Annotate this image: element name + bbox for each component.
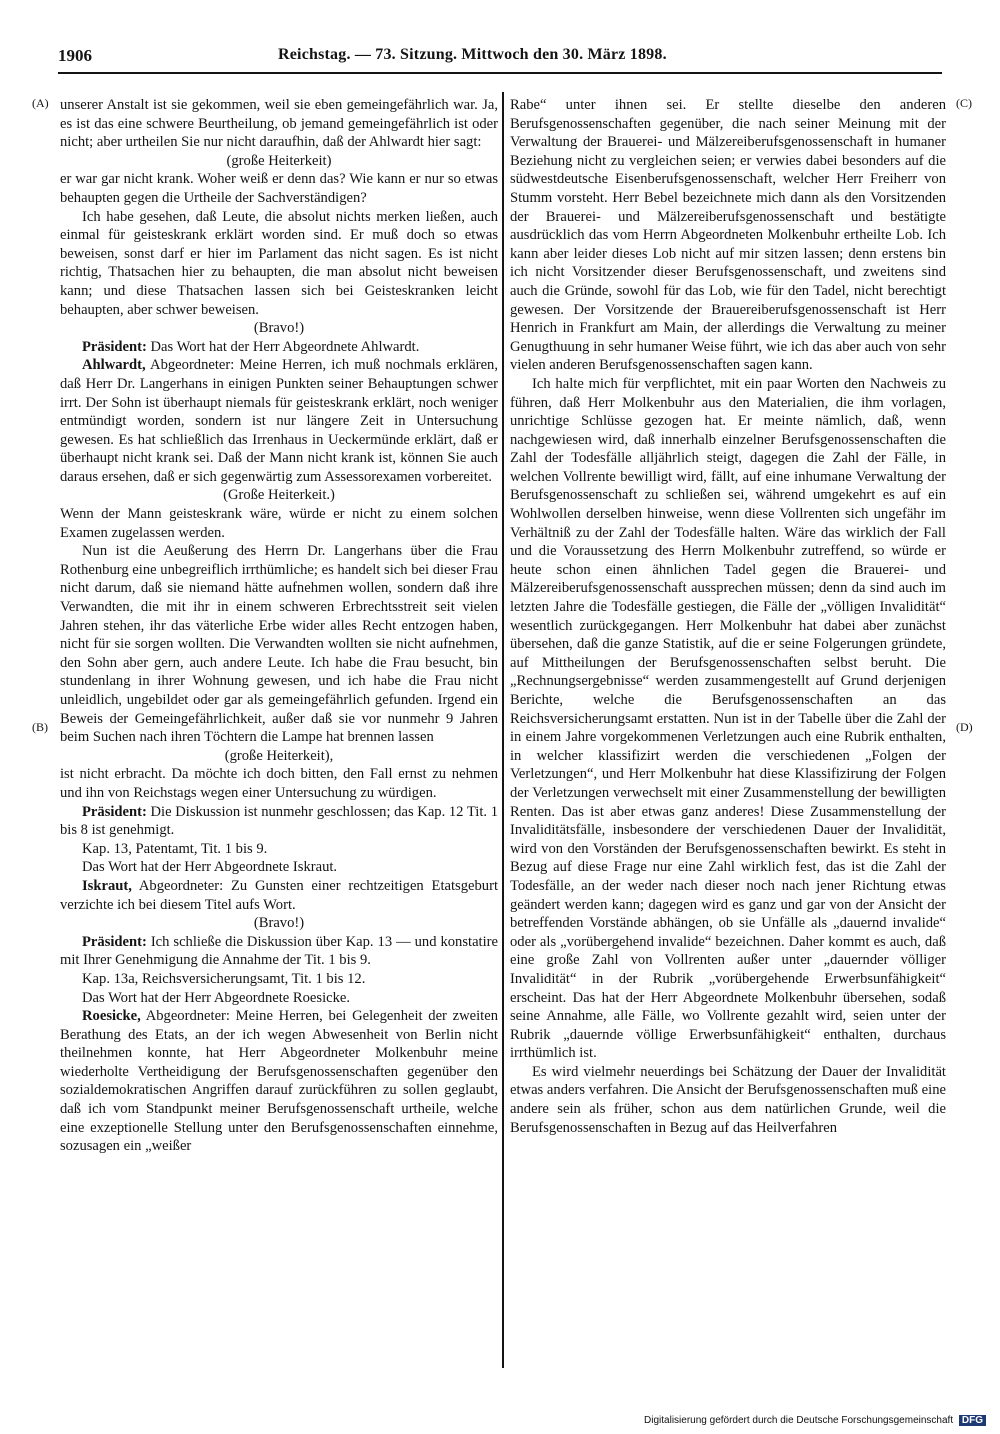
paragraph: er war gar nicht krank. Woher weiß er denn das? Wie kann er nur so etwas behaupten gegen die Urtheile der Sachverständigen?: [60, 171, 498, 206]
paragraph: Wenn der Mann geisteskrank wäre, würde er nicht zu einem solchen Examen zugelassen werden.: [60, 506, 498, 541]
paragraph: Kap. 13a, Reichsversicherungsamt, Tit. 1 bis 12.: [82, 970, 366, 987]
speaker-paragraph: [60, 933, 498, 970]
column-divider: [502, 92, 504, 1368]
speaker-name: Präsident:: [82, 803, 147, 820]
speaker-name: Roesicke,: [82, 1008, 141, 1025]
margin-letter-c: (C): [956, 96, 972, 110]
paragraph: Ich habe gesehen, daß Leute, die absolut nichts merken ließen, auch einmal für geisteskrank erklärt worden sind. Er muß doch so etwas beweisen, sonst darf er hier im Parlament das nicht sagen. Es ist nicht richtig, Thatsachen hier zu behaupten, die man absolut nicht beweisen kann; und diese Thatsachen lassen sich bei Geisteskranken leicht behaupten, aber schwer beweisen.: [60, 208, 498, 318]
stage-direction: (große Heiterkeit),: [224, 747, 334, 764]
margin-letter-a: (A): [32, 96, 49, 110]
page-header: [58, 46, 942, 74]
speech-text: Das Wort hat der Herr Abgeordnete Ahlwardt.: [150, 338, 420, 355]
dfg-logo-icon: DFG: [959, 1415, 986, 1426]
running-title: Reichstag. — 73. Sitzung. Mittwoch den 30. März 1898.: [278, 46, 667, 63]
paragraph: Das Wort hat der Herr Abgeordnete Iskraut.: [82, 859, 338, 876]
paragraph: ist nicht erbracht. Da möchte ich doch bitten, den Fall ernst zu nehmen und ihn von Reichstags wegen einer Untersuchung zu würdigen.: [60, 766, 498, 801]
stage-direction: (große Heiterkeit): [226, 152, 332, 169]
speaker-paragraph: [60, 803, 498, 840]
stage-direction: (Bravo!): [253, 915, 305, 932]
speaker-paragraph: [60, 877, 498, 914]
paragraph: Ich halte mich für verpflichtet, mit ein paar Worten den Nachweis zu führen, daß Herr Molkenbuhr aus den Materialien, die ihm vorlagen, unrichtige Schlüsse gezogen hat. Er meinte nämlich, daß, wenn nachgewiesen wird, daß innerhalb einzelner Berufsgenossenschaften die Zahl der Todesfälle alljährlich steigt, dagegen die Zahl der Fälle, in welchen Vollrente bewilligt wird, fällt, auf eine inhumane Verwaltung der Berufsgenossenschaft zu schließen sei, während umgekehrt es auf ein Wohlwollen derselben hinweise, wenn diese Vollrenten sich ungefähr im Verhältniß zu der Zahl der Todesfälle halten. Wäre das wirklich der Fall und die Voraussetzung des Herrn Molkenbuhr zutreffend, so würde er heute schon einen ähnlichen Tadel gegen die Brauerei- und Mälzereiberufsgenossenschaft aussprechen müssen; denn da sind auch im letzten Jahre die Todesfälle gestiegen, die Fälle der „völligen Invalidität“ wesentlich zurückgegangen. Herr Molkenbuhr hat dabei aber zunächst übersehen, daß die ganze Statistik, auf die er seine Folgerungen gründete, auf Mittheilungen der Berufsgenossenschaften selbst beruht. Die „Rechnungsergebnisse“ werden zusammengestellt auf Grund derjenigen Berichte, welche die Berufsgenossenschaften an das Reichsversicherungsamt erstatten. Nun ist in der Tabelle über die Zahl der in einem Jahre vorgekommenen Verletzungen auch eine Rubrik enthalten, in welcher klassifizirt werden die verschiedenen „Folgen der Verletzungen“, und Herr Molkenbuhr hat diese Klassifizirung der Folgen der Verletzungen verwechselt mit einer Zusammenstellung der bewilligten Renten. Das ist aber etwas ganz anderes! Diese Zusammenstellung der Invaliditätsfälle, insbesondere der verschiedenen Dauer der Invalidität, wird von den Vorständen der Berufsgenossenschaften bewirkt. Es steht in Bezug auf diese Frage nur eine Zahl wirklich fest, das ist die Zahl der Todesfälle, an der weder nach dieser noch nach jener Richtung etwas geändert werden kann; dagegen wird es ganz und gar von der Ansicht der betreffenden Vorstände abhängen, ob sie Unfälle als „dauernd invalide“ oder als „vorübergehend invalide“ bezeichnen. Daher kommt es auch, daß eine große Zahl von Vollrenten außer unter „dauernder völliger Invalidität“ in der Rubrik „vorübergehende Erwerbsunfähigkeit“ erscheint. Das hat der Herr Abgeordnete Molkenbuhr übersehen, sodaß seine Annahme, alle Fälle, wo Vollrente gezahlt wird, seien unter der Rubrik „dauernde völlige Erwerbsunfähigkeit“ enthalten, durchaus irrthümlich ist.: [510, 375, 946, 1062]
stage-direction: (Große Heiterkeit.): [223, 487, 335, 504]
margin-letter-b: (B): [32, 720, 48, 734]
footer-text: Digitalisierung gefördert durch die Deutsche Forschungsgemeinschaft: [644, 1415, 954, 1426]
speech-text: Die Diskussion ist nunmehr geschlossen; das Kap. 12 Tit. 1 bis 8 ist genehmigt.: [60, 803, 498, 839]
paragraph: Das Wort hat der Herr Abgeordnete Roesicke.: [82, 989, 351, 1006]
speaker-name: Präsident:: [82, 338, 147, 355]
footer-credit: [644, 1415, 986, 1426]
paragraph: Es wird vielmehr neuerdings bei Schätzung der Dauer der Invalidität etwas anders verfahren. Die Ansicht der Berufsgenossenschaften muß eine andere sein als früher, schon aus dem natürlichen Grunde, weil die Berufsgenossenschaften in Bezug auf das Heilverfahren: [510, 1063, 946, 1136]
right-column: [510, 96, 946, 1137]
speaker-name: Präsident:: [82, 933, 147, 950]
paragraph: Kap. 13, Patentamt, Tit. 1 bis 9.: [82, 840, 268, 857]
stage-direction: (Bravo!): [253, 320, 305, 337]
page-number: 1906: [58, 46, 92, 65]
speaker-paragraph: [60, 356, 498, 486]
speaker-name: Iskraut,: [82, 877, 132, 894]
speaker-paragraph: [60, 338, 498, 357]
paragraph: Rabe“ unter ihnen sei. Er stellte dieselbe den anderen Berufsgenossenschaften gegenüber, die nach seiner Meinung mit der Verwaltung der Brauerei- und Mälzereiberufsgenossenschaft in humaner Beziehung nicht zu vergleichen seien; er verwies dabei besonders auf die südwestdeutsche Eisenberufsgenossenschaft, welcher Herr Freiherr von Stumm vorsteht. Herr Bebel bezeichnete mich dann als den Vorsitzenden der Brauerei- und Mälzereiberufsgenossenschaft und bestätigte ausdrücklich das vom Herrn Abgeordneten Molkenbuhr ertheilte Lob. Ich kann aber leider dieses Lob nicht auf mir sitzen lassen; denn erstens bin ich nicht Vorsitzender dieser Berufsgenossenschaft, und zweitens sind auch die Gründe, sowohl für das Lob, wie für den Tadel, nicht berechtigt gewesen. Der Vorsitzende der Brauereiberufsgenossenschaft ist Herr Henrich in Frankfurt am Main, der allerdings die Verwaltung zu meiner Genugthuung in sehr humaner Weise führt, wie ich das aber auch von sehr vielen anderen Berufsgenossenschaften sagen kann.: [510, 97, 946, 374]
paragraph: Nun ist die Aeußerung des Herrn Dr. Langerhans über die Frau Rothenburg eine unbegreiflich irrthümliche; es handelt sich bei dieser Frau nicht darum, daß sie niemand hätte aufnehmen wollen, sondern daß ihre Verwandten, die mit ihr in einem schweren Erbrechtsstreit seit vielen Jahren stehen, ihr das väterliche Erbe wider alles Recht entzogen haben, nicht für sie sorgen wollten. Die Verwandten wollten sie nicht aufnehmen, den Sohn aber gern, auch andere Leute. Ich habe die Frau besucht, bin stundenlang in ihrer Wohnung gewesen, und ich habe die Frau nicht unleidlich, ungebildet oder gar als gemeingefährlich gefunden. Irgend ein Beweis der Gemeingefährlichkeit, außer daß sie vor nunmehr 9 Jahren beim Suchen nach ihren Töchtern die Lampe hat brennen lassen: [60, 543, 498, 746]
speaker-paragraph: [60, 1007, 498, 1156]
speaker-name: Ahlwardt,: [82, 357, 146, 374]
speech-text: Abgeordneter: Zu Gunsten einer rechtzeitigen Etatsgeburt verzichte ich bei diesem Titel aufs Wort.: [60, 877, 498, 913]
left-column: [60, 96, 498, 1156]
speech-text: Abgeordneter: Meine Herren, bei Gelegenheit der zweiten Berathung des Etats, an der ich wegen Abwesenheit von Berlin nicht theilnehmen konnte, hat Herr Abgeordneter Molkenbuhr meine wiederholte Vertheidigung der Berufsgenossenschaften gegenüber den sozialdemokratischen Angriffen darauf zurückführen zu sollen geglaubt, daß ich vom Standpunkt meiner Berufsgenossenschaft urtheile, welche eine exzeptionelle Stellung unter den Berufsgenossenschaften einnehme, sozusagen ein „weißer: [60, 1008, 498, 1155]
speech-text: Abgeordneter: Meine Herren, ich muß nochmals erklären, daß Herr Dr. Langerhans in einigen Punkten seiner Behauptungen schwer irrt. Der Sohn ist überhaupt niemals für geisteskrank erklärt, noch weniger entmündigt worden, sondern ist nur längere Zeit in Untersuchung gewesen. Es hat schließlich das Irrenhaus in Ueckermünde erklärt, daß er überhaupt nicht krank sei. Daß der Mann nicht krank ist, können Sie auch daraus ersehen, daß er sich gegenwärtig zum Assessorexamen vorbereitet.: [60, 357, 498, 485]
speech-text: Ich schließe die Diskussion über Kap. 13 — und konstatire mit Ihrer Genehmigung die Annahme der Tit. 1 bis 9.: [60, 933, 498, 969]
paragraph: unserer Anstalt ist sie gekommen, weil sie eben gemeingefährlich war. Ja, es ist das eine schwere Beurtheilung, ob jemand gemeingefährlich ist oder nicht; aber urtheilen Sie nur nicht daraufhin, daß der Ahlwardt hier sagt:: [60, 97, 498, 151]
margin-letter-d: (D): [956, 720, 973, 734]
